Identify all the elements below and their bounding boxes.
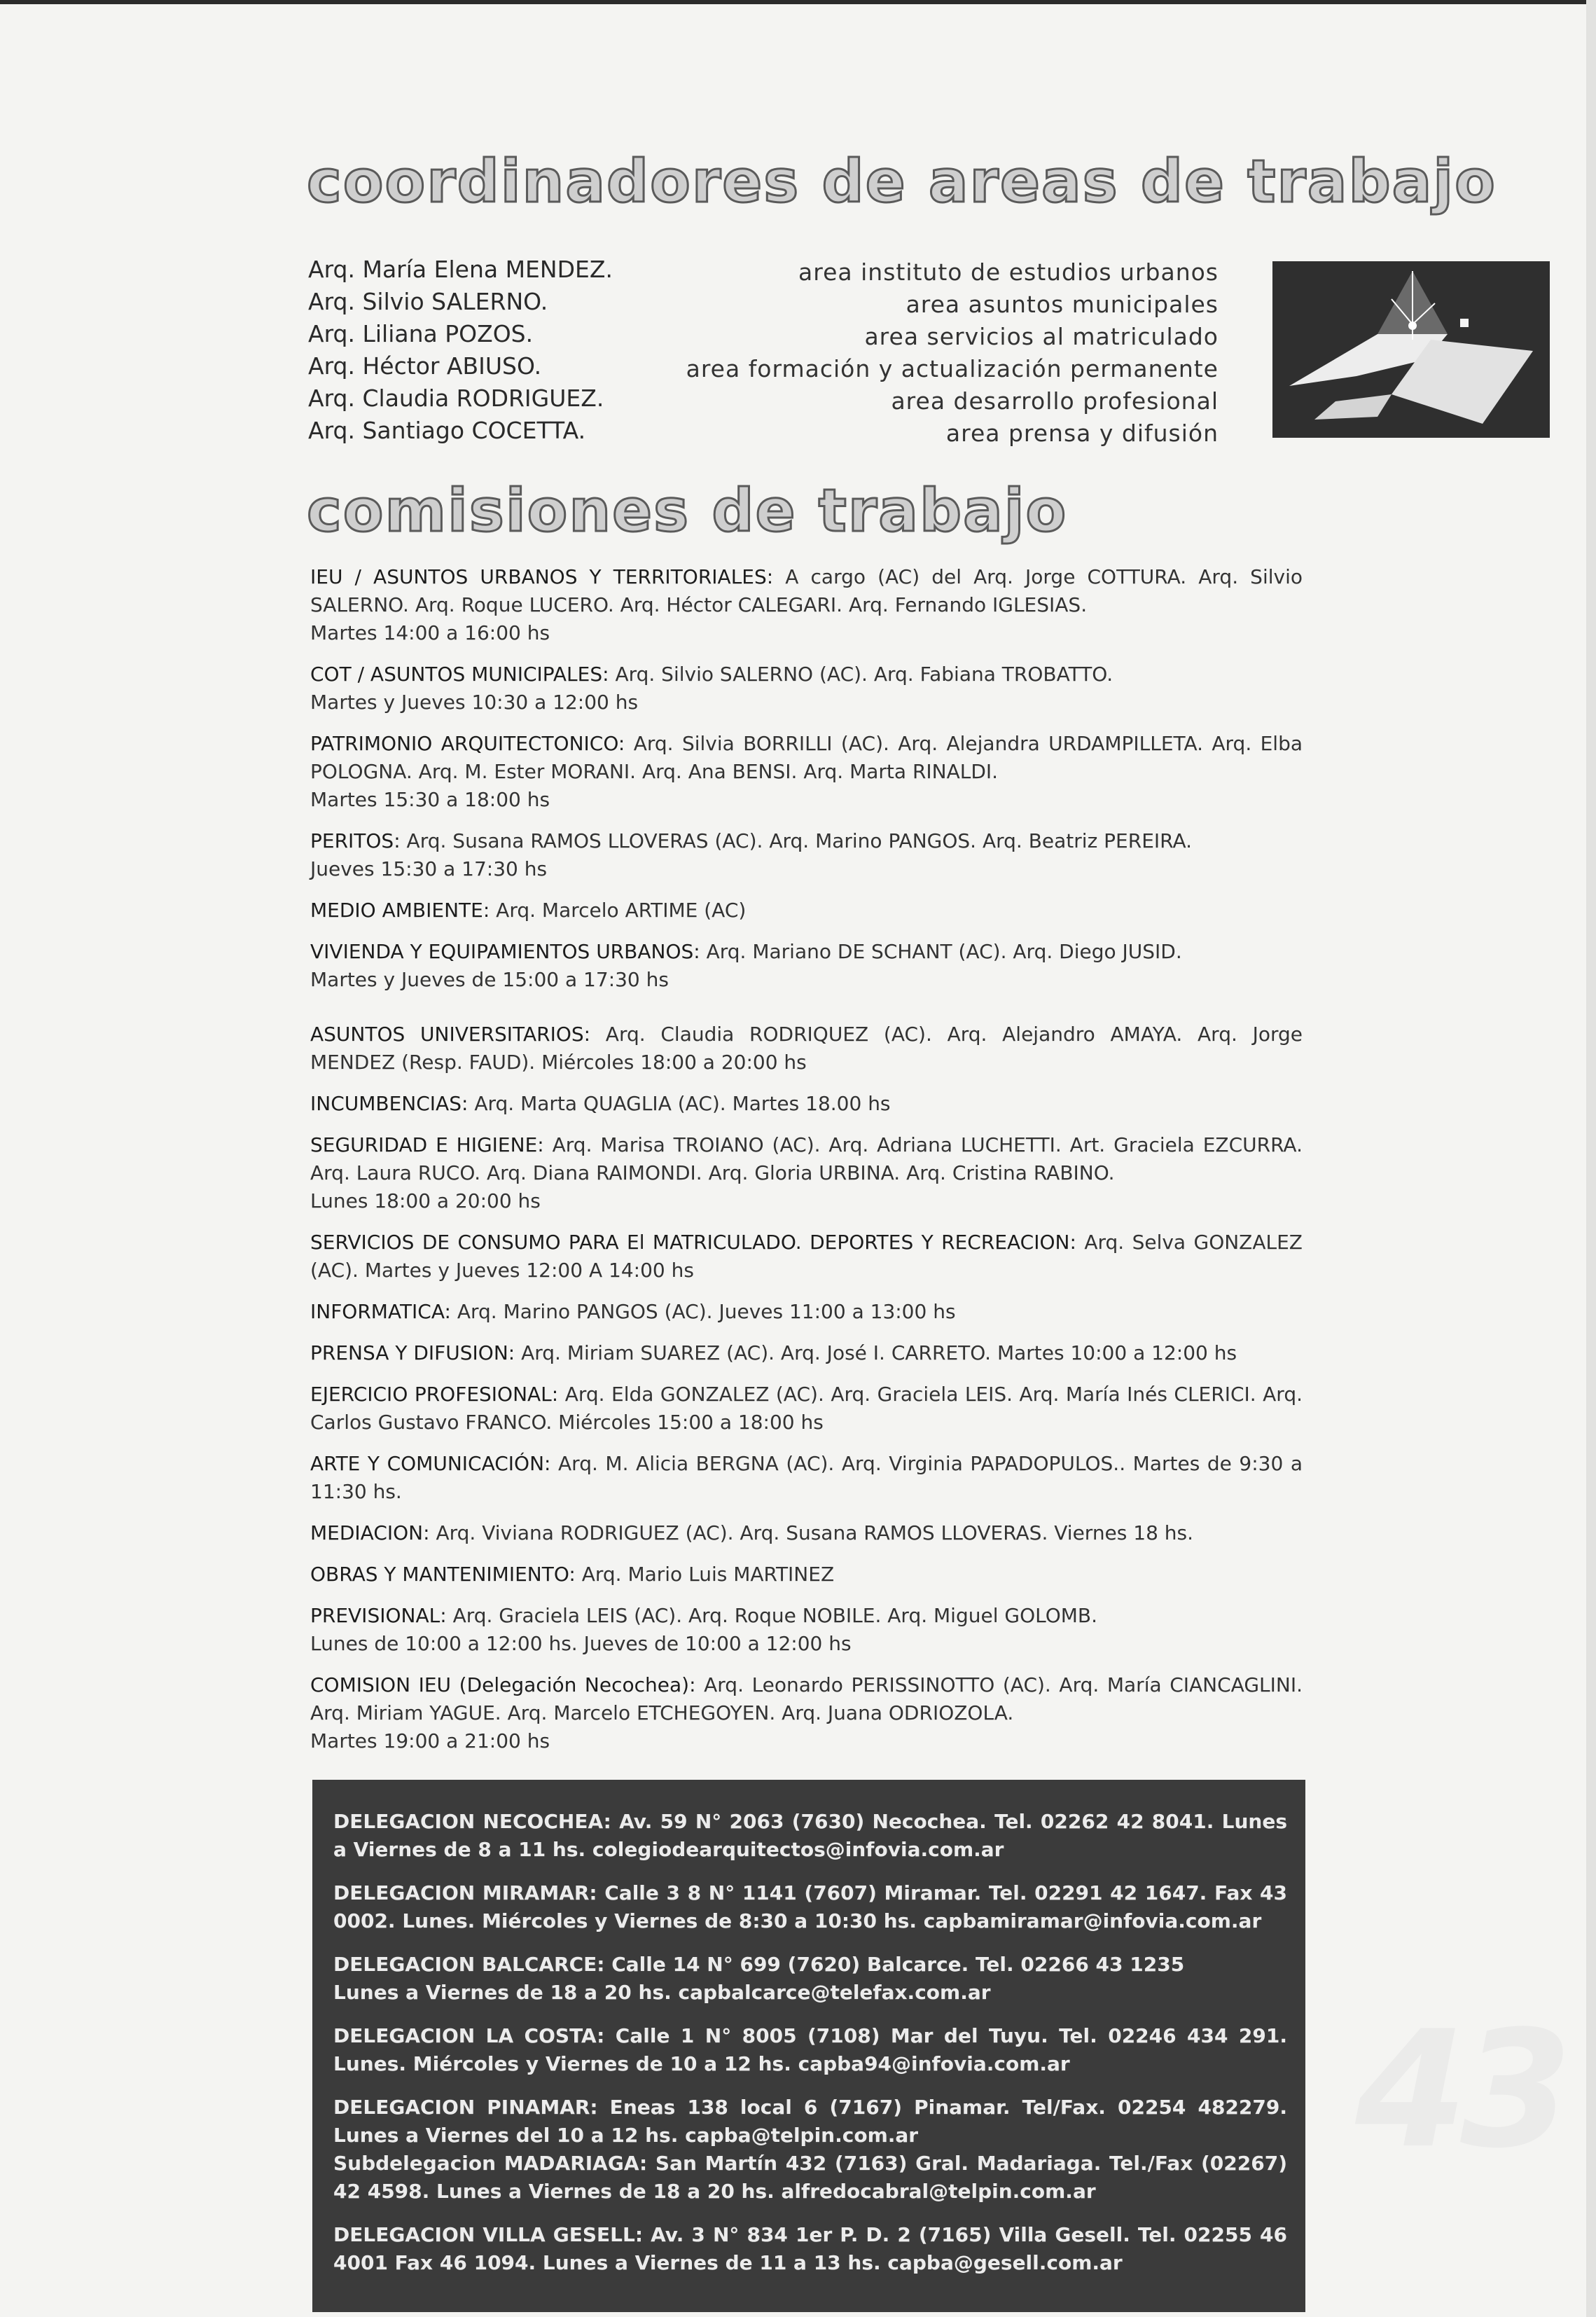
delegacion-item <box>333 1879 1287 1935</box>
comision-members: Arq. Marino PANGOS (AC). Jueves 11:00 a 13:00 hs <box>457 1300 956 1323</box>
comision-item <box>310 897 1303 925</box>
comisiones-heading: comisiones de trabajo <box>307 476 1068 545</box>
comision-item <box>310 730 1303 814</box>
comision-members: Arq. Silvio SALERNO (AC). Arq. Fabiana TROBATTO. <box>615 663 1113 686</box>
logo-graphic <box>1272 261 1550 438</box>
comision-item <box>310 1090 1303 1118</box>
coordinador-name: Arq. Liliana POZOS. <box>308 320 534 347</box>
delegacion-text: DELEGACION NECOCHEA: Av. 59 N° 2063 (7630) Necochea. Tel. 02262 42 8041. Lunes a Viernes de 8 a 11 hs. colegiodearquitectos@infovia.com.ar <box>333 1810 1287 1861</box>
coordinador-name: Arq. Silvio SALERNO. <box>308 288 548 315</box>
comision-item <box>310 1561 1303 1589</box>
comision-name: INFORMATICA: <box>310 1300 451 1323</box>
comision-name: IEU / ASUNTOS URBANOS Y TERRITORIALES: <box>310 565 774 588</box>
delegaciones-box <box>312 1780 1305 2312</box>
comision-members: Arq. Mariano DE SCHANT (AC). Arq. Diego JUSID. <box>706 940 1182 963</box>
comision-item <box>310 1131 1303 1215</box>
delegacion-item <box>333 2022 1287 2078</box>
comision-members: Arq. Marisa TROIANO (AC). Arq. Adriana LUCHETTI. Art. Graciela EZCURRA. Arq. Laura RUCO. Arq. Diana RAIMONDI. Arq. Gloria URBINA. Arq. Cristina RABINO. <box>310 1133 1303 1184</box>
coordinador-name: Arq. Claudia RODRIGUEZ. <box>308 385 604 412</box>
comision-members: A cargo (AC) del Arq. Jorge COTTURA. Arq. Silvio SALERNO. Arq. Roque LUCERO. Arq. Héctor CALEGARI. Arq. Fernando IGLESIAS. <box>310 565 1303 616</box>
area-label: area desarrollo profesional <box>891 387 1219 415</box>
comision-name: INCUMBENCIAS: <box>310 1092 469 1115</box>
area-label: area prensa y difusión <box>945 420 1219 447</box>
coordinadores-areas <box>672 256 1219 450</box>
delegacion-text: DELEGACION BALCARCE: Calle 14 N° 699 (7620) Balcarce. Tel. 02266 43 1235 <box>333 1953 1185 1976</box>
comision-name: VIVIENDA Y EQUIPAMIENTOS URBANOS: <box>310 940 700 963</box>
comision-name: MEDIACION: <box>310 1521 430 1544</box>
comision-members: Arq. Selva GONZALEZ (AC). Martes y Jueves 12:00 A 14:00 hs <box>310 1231 1303 1282</box>
comision-name: OBRAS Y MANTENIMIENTO: <box>310 1563 576 1586</box>
comision-item <box>310 1602 1303 1658</box>
delegacion-text: DELEGACION MIRAMAR: Calle 3 8 N° 1141 (7607) Miramar. Tel. 02291 42 1647. Fax 43 0002. Lunes. Miércoles y Viernes de 8:30 a 10:30 hs. capbamiramar@infovia.com.ar <box>333 1881 1287 1932</box>
comision-name: ARTE Y COMUNICACIÓN: <box>310 1452 551 1475</box>
comision-name: EJERCICIO PROFESIONAL: <box>310 1383 559 1406</box>
comision-members: Arq. Miriam SUAREZ (AC). Arq. José I. CARRETO. Martes 10:00 a 12:00 hs <box>521 1341 1237 1364</box>
comision-name: SEGURIDAD E HIGIENE: <box>310 1133 544 1156</box>
comision-item <box>310 1671 1303 1755</box>
area-label: area formación y actualización permanente <box>686 355 1219 382</box>
delegacion-item <box>333 2221 1287 2277</box>
comision-item <box>310 1450 1303 1506</box>
subdelegacion-text: Subdelegacion MADARIAGA: San Martín 432 (7163) Gral. Madariaga. Tel./Fax (02267) 42 4598. Lunes a Viernes de 18 a 20 hs. alfredocabral@telpin.com.ar <box>333 2152 1287 2203</box>
comision-name: PERITOS: <box>310 829 401 852</box>
delegacion-text: Lunes a Viernes de 18 a 20 hs. capbalcarce@telefax.com.ar <box>333 1981 991 2004</box>
comision-item <box>310 1381 1303 1437</box>
comision-item <box>310 563 1303 647</box>
comision-name: PATRIMONIO ARQUITECTONICO: <box>310 732 625 755</box>
comision-schedule: Lunes de 10:00 a 12:00 hs. Jueves de 10:00 a 12:00 hs <box>310 1632 852 1655</box>
comision-members: Arq. Mario Luis MARTINEZ <box>581 1563 835 1586</box>
comision-members: Arq. Elda GONZALEZ (AC). Arq. Graciela LEIS. Arq. María Inés CLERICI. Arq. Carlos Gustavo FRANCO. Miércoles 15:00 a 18:00 hs <box>310 1383 1303 1434</box>
area-label: area asuntos municipales <box>905 291 1219 318</box>
comision-members: Arq. Viviana RODRIGUEZ (AC). Arq. Susana RAMOS LLOVERAS. Viernes 18 hs. <box>436 1521 1194 1544</box>
comision-item <box>310 1298 1303 1326</box>
delegacion-item <box>333 2094 1287 2206</box>
page-right-edge <box>1586 0 1596 2317</box>
coordinadores-heading: coordinadores de areas de trabajo <box>307 147 1497 216</box>
delegacion-item <box>333 1951 1287 2007</box>
page-top-edge <box>0 0 1596 4</box>
comision-name: SERVICIOS DE CONSUMO PARA El MATRICULADO. DEPORTES Y RECREACION: <box>310 1231 1076 1254</box>
comision-members: Arq. Silvia BORRILLI (AC). Arq. Alejandra URDAMPILLETA. Arq. Elba POLOGNA. Arq. M. Ester MORANI. Arq. Ana BENSI. Arq. Marta RINALDI. <box>310 732 1303 783</box>
comision-name: PRENSA Y DIFUSION: <box>310 1341 515 1364</box>
delegacion-item <box>333 1808 1287 1864</box>
comision-name: COMISION IEU (Delegación Necochea): <box>310 1673 696 1696</box>
comision-item <box>310 827 1303 883</box>
delegacion-text: DELEGACION PINAMAR: Eneas 138 local 6 (7167) Pinamar. Tel/Fax. 02254 482279. Lunes a Viernes del 10 a 12 hs. capba@telpin.com.ar <box>333 2096 1287 2147</box>
comision-name: ASUNTOS UNIVERSITARIOS: <box>310 1023 591 1046</box>
comision-schedule: Martes y Jueves de 15:00 a 17:30 hs <box>310 968 669 991</box>
comision-members: Arq. Susana RAMOS LLOVERAS (AC). Arq. Marino PANGOS. Arq. Beatriz PEREIRA. <box>406 829 1193 852</box>
comision-schedule: Jueves 15:30 a 17:30 hs <box>310 857 548 880</box>
comision-item <box>310 660 1303 717</box>
comision-schedule: Martes y Jueves 10:30 a 12:00 hs <box>310 691 639 714</box>
comision-members: Arq. Marta QUAGLIA (AC). Martes 18.00 hs <box>474 1092 891 1115</box>
comision-name: COT / ASUNTOS MUNICIPALES: <box>310 663 609 686</box>
comision-schedule: Martes 19:00 a 21:00 hs <box>310 1729 550 1752</box>
comision-members: Arq. Graciela LEIS (AC). Arq. Roque NOBILE. Arq. Miguel GOLOMB. <box>452 1604 1098 1627</box>
area-label: area instituto de estudios urbanos <box>798 258 1219 286</box>
coordinador-name: Arq. Héctor ABIUSO. <box>308 352 542 380</box>
comision-members: Arq. Marcelo ARTIME (AC) <box>496 899 747 922</box>
comision-schedule: Lunes 18:00 a 20:00 hs <box>310 1189 541 1212</box>
institutional-logo-image <box>1272 261 1550 438</box>
delegacion-text: DELEGACION LA COSTA: Calle 1 N° 8005 (7108) Mar del Tuyu. Tel. 02246 434 291. Lunes. Miércoles y Viernes de 10 a 12 hs. capba94@infovia.com.ar <box>333 2024 1287 2075</box>
comision-schedule: Martes 14:00 a 16:00 hs <box>310 621 550 644</box>
comision-members: Arq. Claudia RODRIQUEZ (AC). Arq. Alejandro AMAYA. Arq. Jorge MENDEZ (Resp. FAUD). Miércoles 18:00 a 20:00 hs <box>310 1023 1303 1074</box>
coordinador-name: Arq. María Elena MENDEZ. <box>308 256 613 283</box>
comision-item <box>310 1339 1303 1367</box>
comision-item <box>310 1229 1303 1285</box>
coordinadores-names <box>308 254 700 447</box>
comision-item <box>310 938 1303 994</box>
comision-name: MEDIO AMBIENTE: <box>310 899 490 922</box>
comisiones-list <box>310 563 1303 1769</box>
delegacion-text: DELEGACION VILLA GESELL: Av. 3 N° 834 1er P. D. 2 (7165) Villa Gesell. Tel. 02255 46 4001 Fax 46 1094. Lunes a Viernes de 11 a 13 hs. capba@gesell.com.ar <box>333 2223 1287 2274</box>
area-label: area servicios al matriculado <box>864 323 1219 350</box>
comision-schedule: Martes 15:30 a 18:00 hs <box>310 788 550 811</box>
page-number: 43 <box>1355 1997 1566 2184</box>
comision-members: Arq. Leonardo PERISSINOTTO (AC). Arq. María CIANCAGLINI. Arq. Miriam YAGUE. Arq. Marcelo ETCHEGOYEN. Arq. Juana ODRIOZOLA. <box>310 1673 1303 1724</box>
comision-name: PREVISIONAL: <box>310 1604 447 1627</box>
coordinador-name: Arq. Santiago COCETTA. <box>308 417 586 444</box>
comision-members: Arq. M. Alicia BERGNA (AC). Arq. Virginia PAPADOPULOS.. Martes de 9:30 a 11:30 hs. <box>310 1452 1303 1503</box>
comision-item <box>310 1519 1303 1547</box>
comision-item <box>310 1021 1303 1077</box>
